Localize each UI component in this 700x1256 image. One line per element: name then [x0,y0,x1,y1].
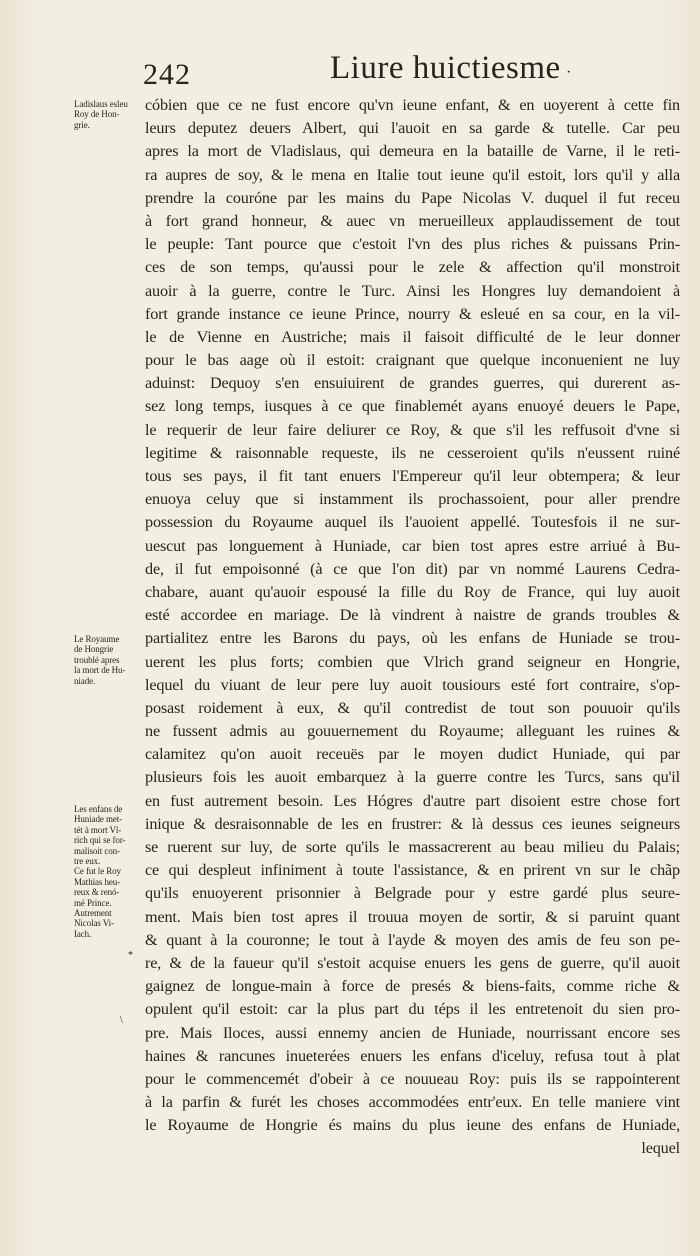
text-line: de, il fut empoisonné (à ce que l'on dit) par vn nommé Laurens Cedra- [145,559,680,578]
text-line: legitime & raisonnable requeste, ils ne cesseroient qu'ils n'eussent ruiné [145,443,680,462]
text-line: cóbien que ce ne fust encore qu'vn ieune enfant, & en uoyerent à cette fin [145,96,680,114]
text-line: en fust autrement besoin. Les Hógres d'autre part disoient estre chose fort [145,791,680,810]
text-line: gaignez de longue-main à force de presés & biens-faits, comme riche & [145,977,680,996]
catchword: lequel [641,1139,680,1158]
margin-note-line: mé Prince. [74,897,112,908]
margin-note-line: la mort de Hu- [74,665,126,676]
margin-note-line: grie. [74,119,90,130]
body-text [145,94,680,1161]
text-line: se ruerent sur luy, de sorte qu'ils le massacrerent au beau milieu du Palais; [145,838,680,856]
marginal-asterisk: * [128,950,133,961]
text-line: uerent les plus forts; combien que Vlrich grand seigneur en Hongrie, [145,652,680,671]
text-line: pour le bas aage où il estoit: craignant que quelque inconuenient ne luy [145,351,680,370]
text-line: re, & de la faueur qu'il s'estoit acquise enuers les gens de guerre, qu'il auoit [145,953,680,972]
text-line: & quant à la couronne; le tout à l'ayde & moyen des amis de feu son pe- [145,930,680,949]
text-line: esté accordee en mariage. De là vindrent à naistre de grands troubles & [145,606,680,625]
text-line: à la parfin & furét les choses accommodées entr'eux. En telle maniere vint [145,1093,680,1112]
text-line: lequel du viuant de leur pere luy auoit tousiours esté fort contraire, s'op- [145,675,680,694]
text-line: chabare, auant qu'auoir espousé la fille du Roy de France, qui luy auoit [145,582,680,601]
text-line: ment. Mais bien tost apres il trouua moyen de sortir, & si paruint quant [145,907,680,926]
running-title: Liure huictiesme [330,50,561,86]
text-line: ne fussent admis au gouuernement du Royaume; alleguant les ruines & [145,722,680,741]
margin-note-line: Autrement [74,908,112,919]
text-line: pour le commencemét d'obeir à ce nouueau Roy: puis ils se rappointerent [145,1069,680,1088]
text-line: aduinst: Dequoy s'en ensuiuirent de grandes guerres, qui durerent as- [145,374,680,393]
text-line: le Royaume de Hongrie és mains du plus ieune des enfans de Huniade, [145,1116,680,1135]
margin-note-line: tét à mort Vl- [74,824,122,835]
margin-note-line: troublé apres [74,654,120,665]
margin-note-line: Mathias heu- [74,876,121,887]
margin-note-line: Nicolas Vi- [74,918,114,929]
text-line: partialitez entre les Barons du pays, où les enfans de Huniade se trou- [145,629,680,648]
text-line: posast roidement à eux, & qu'il contredist de tout son pouuoir qu'ils [145,698,680,717]
margin-note-line: de Hongrie [74,644,114,655]
margin-note-line: reux & renó- [74,887,120,898]
text-line: inique & desraisonnable de les en frustrer: & là dessus ces ieunes seigneurs [145,814,680,833]
text-line: calamitez qu'on auoit receuës par le moyen dudict Huniade, qui par [145,745,680,764]
marginal-mark: \ [120,1015,123,1026]
text-line: ra aupres de soy, & le mena en Italie tout ieune qu'il estoit, lors qu'il y alla [145,165,680,184]
page-number: 242 [143,58,191,91]
margin-note-ladislaus [74,99,146,130]
ornament-dot: · [566,64,572,81]
text-line: fort grande instance ce ieune Prince, nourry & esleué en sa cour, en la vil- [145,304,680,323]
margin-note-line: malisoit con- [74,845,120,856]
text-line: le requerir de leur faire deliurer ce Roy, & que s'il les reffusoit d'vne si [145,420,680,439]
text-line: possession du Royaume auquel ils l'auoient appellé. Toutesfois il ne sur- [145,513,680,532]
text-line: tous ses pays, il fit tant enuers l'Empereur qu'il leur obtempera; & leur [145,467,680,485]
text-line: qu'ils enuoyerent prisonnier à Belgrade pour y estre gardé plus seure- [145,884,680,903]
margin-note-line: Roy de Hon- [74,109,120,120]
margin-note-line: niade. [74,675,96,686]
text-line: auoir à la guerre, contre le Turc. Ainsi les Hongres luy demandoient à [145,281,680,300]
text-line: apres la mort de Vladislaus, qui demeura en la bataille de Varne, il le reti- [145,142,680,161]
text-line: prendre la couróne par les mains du Pape Nicolas V. duquel il fut receu [145,188,680,207]
text-line: le de Vienne en Austriche; mais il faisoit difficulté de le leur donner [145,327,680,346]
margin-note-line: Ladislaus esleu [74,99,128,109]
margin-note-line: Les enfans de [74,804,123,814]
text-line: enuoya celuy que si instamment ils prochassoient, pour aller prendre [145,490,680,509]
text-line: pre. Mais Iloces, aussi ennemy ancien de Huniade, nourrissant encore ses [145,1023,680,1042]
text-line: ce qui despleut infiniment à toute l'assistance, & en prirent vn sur le chãp [145,861,680,880]
margin-note-enfans-huniade [74,804,146,939]
text-line: à fort grand honneur, & auec vn merueilleux applaudissement de tout [145,211,680,230]
text-line: uescut pas longuement à Huniade, car bien tost apres estre arriué à Bu- [145,536,680,555]
text-line: leurs deputez deuers Albert, qui l'auoit en sa garde & tutelle. Car peu [145,119,680,138]
text-line: opulent qu'il estoit: car la plus part du téps il les entretenoit du sien pro- [145,1000,680,1019]
margin-note-line: rich qui se for- [74,835,126,846]
margin-note-line: Ce fut le Roy [74,866,121,877]
text-line: plusieurs fois les auoit embarquez à la guerre contre les Turcs, sans qu'il [145,768,680,787]
margin-note-line: Huniade met- [74,814,123,825]
margin-note-royaume-trouble [74,634,146,686]
margin-note-line: Le Royaume [74,634,120,644]
margin-note-line: tre eux. [74,856,101,867]
text-line: haines & rancunes inueterées enuers les enfans d'iceluy, refusa tout à plat [145,1046,680,1065]
text-line: ces de son temps, qu'aussi pour le zele & affection qu'il monstroit [145,258,680,277]
text-line: sez long temps, iusques à ce que finablemét ayans enuoyé deuers le Pape, [145,397,680,416]
margin-note-line: Iach. [74,928,92,939]
text-line: le peuple: Tant pource que c'estoit l'vn des plus riches & puissans Prin- [145,235,680,254]
